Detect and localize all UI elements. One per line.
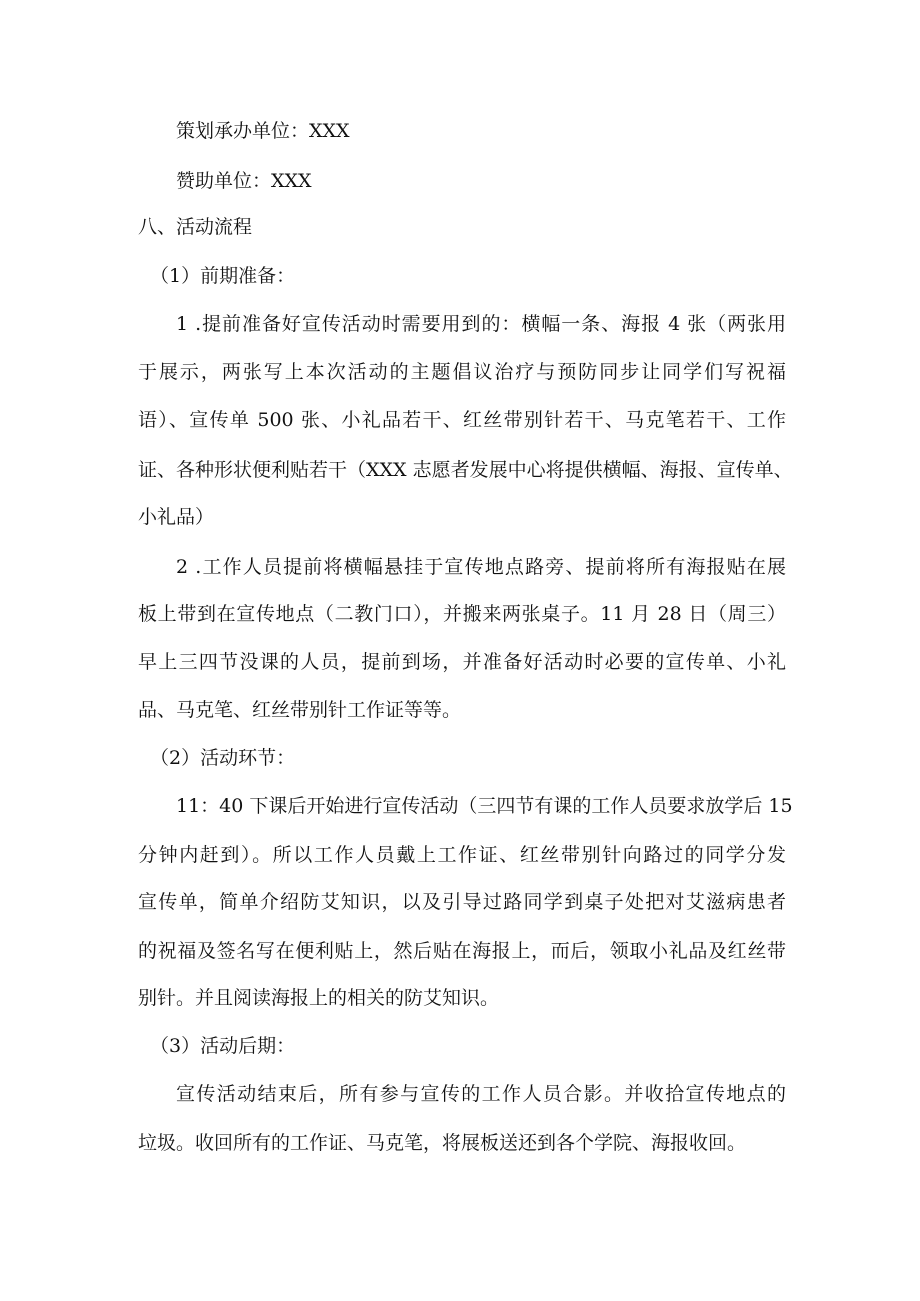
paragraph-line: 2 .工作人员提前将横幅悬挂于宣传地点路旁、提前将所有海报贴在展 — [176, 556, 786, 578]
paragraph-line: 的祝福及签名写在便利贴上，然后贴在海报上，而后，领取小礼品及红丝带 — [138, 940, 786, 962]
organizer-line: 策划承办单位：XXX — [176, 120, 350, 142]
subsection-heading-followup: （3）活动后期： — [150, 1035, 296, 1057]
paragraph-line: 垃圾。收回所有的工作证、马克笔，将展板送还到各个学院、海报收回。 — [138, 1132, 747, 1154]
paragraph-line: 宣传单，简单介绍防艾知识，以及引导过路同学到桌子处把对艾滋病患者 — [138, 891, 786, 913]
paragraph-line: 证、各种形状便利贴若干（XXX 志愿者发展中心将提供横幅、海报、宣传单、 — [138, 459, 793, 481]
paragraph-line: 1 .提前准备好宣传活动时需要用到的：横幅一条、海报 4 张（两张用 — [176, 313, 786, 335]
paragraph-line: 于展示，两张写上本次活动的主题倡议治疗与预防同步让同学们写祝福 — [138, 361, 786, 383]
subsection-heading-prep: （1）前期准备： — [150, 265, 296, 287]
sponsor-line: 赞助单位：XXX — [176, 170, 312, 192]
paragraph-line: 宣传活动结束后，所有参与宣传的工作人员合影。并收拾宣传地点的 — [176, 1083, 786, 1105]
paragraph-line: 板上带到在宣传地点（二教门口），并搬来两张桌子。11 月 28 日（周三） — [138, 603, 786, 625]
section-heading: 八、活动流程 — [138, 216, 253, 238]
paragraph-line: 早上三四节没课的人员，提前到场，并准备好活动时必要的宣传单、小礼 — [138, 651, 786, 673]
paragraph-line: 11：40 下课后开始进行宣传活动（三四节有课的工作人员要求放学后 15 — [176, 795, 793, 817]
paragraph-line: 品、马克笔、红丝带别针工作证等等。 — [138, 699, 462, 721]
paragraph-line: 别针。并且阅读海报上的相关的防艾知识。 — [138, 987, 500, 1009]
paragraph-line: 小礼品） — [138, 506, 215, 528]
paragraph-line: 分钟内赶到）。所以工作人员戴上工作证、红丝带别针向路过的同学分发 — [138, 844, 786, 866]
subsection-heading-activity: （2）活动环节： — [150, 747, 296, 769]
paragraph-line: 语）、宣传单 500 张、小礼品若干、红丝带别针若干、马克笔若干、工作 — [138, 409, 786, 431]
